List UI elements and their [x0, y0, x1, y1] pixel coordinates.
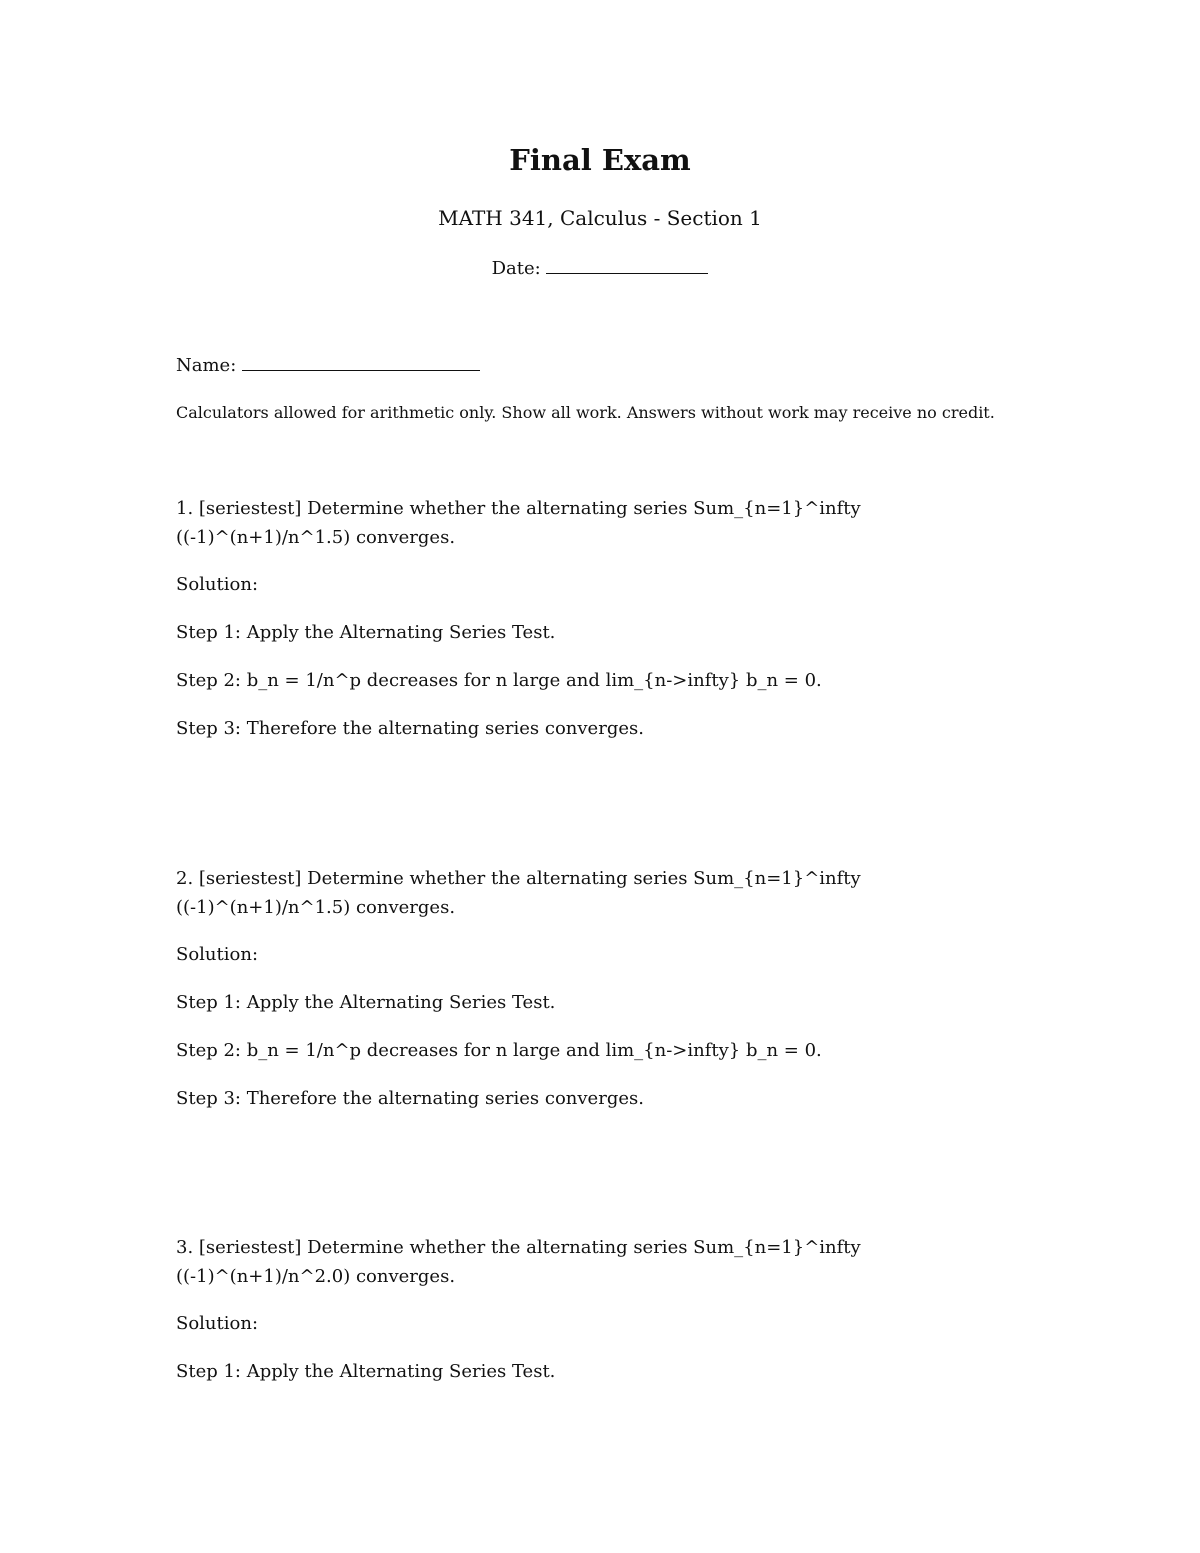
solution-step: Step 1: Apply the Alternating Series Test. [176, 992, 556, 1013]
question-prompt [176, 1233, 1076, 1291]
question-prompt-line: ((-1)^(n+1)/n^1.5) converges. [176, 897, 456, 918]
name-field [176, 352, 480, 380]
question-1 [176, 494, 1076, 743]
solution-step: Step 3: Therefore the alternating series converges. [176, 1088, 644, 1109]
solution-label: Solution: [176, 574, 259, 595]
exam-title: Final Exam [509, 143, 691, 177]
solution-step: Step 2: b_n = 1/n^p decreases for n large and lim_{n->infty} b_n = 0. [176, 670, 822, 691]
date-label: Date: [491, 258, 541, 279]
solution-step: Step 3: Therefore the alternating series converges. [176, 718, 644, 739]
solution-label: Solution: [176, 1313, 259, 1334]
exam-instructions: Calculators allowed for arithmetic only. Show all work. Answers without work may receive no credit. [176, 403, 995, 422]
name-blank-line [242, 352, 480, 371]
solution-step: Step 1: Apply the Alternating Series Test. [176, 1361, 556, 1382]
solution-step: Step 2: b_n = 1/n^p decreases for n large and lim_{n->infty} b_n = 0. [176, 1040, 822, 1061]
question-prompt-line: 2. [seriestest] Determine whether the alternating series Sum_{n=1}^infty [176, 868, 861, 889]
name-label: Name: [176, 355, 237, 376]
question-prompt [176, 864, 1076, 922]
solution-step: Step 1: Apply the Alternating Series Test. [176, 622, 556, 643]
question-3 [176, 1233, 1076, 1386]
question-prompt-line: 3. [seriestest] Determine whether the alternating series Sum_{n=1}^infty [176, 1237, 861, 1258]
question-prompt-line: ((-1)^(n+1)/n^2.0) converges. [176, 1266, 456, 1287]
solution-label: Solution: [176, 944, 259, 965]
question-prompt-line: 1. [seriestest] Determine whether the alternating series Sum_{n=1}^infty [176, 498, 861, 519]
question-prompt-line: ((-1)^(n+1)/n^1.5) converges. [176, 527, 456, 548]
date-blank-line [546, 255, 708, 274]
course-subtitle: MATH 341, Calculus - Section 1 [438, 206, 762, 230]
date-field [0, 255, 1200, 283]
question-prompt [176, 494, 1076, 552]
question-2 [176, 864, 1076, 1113]
